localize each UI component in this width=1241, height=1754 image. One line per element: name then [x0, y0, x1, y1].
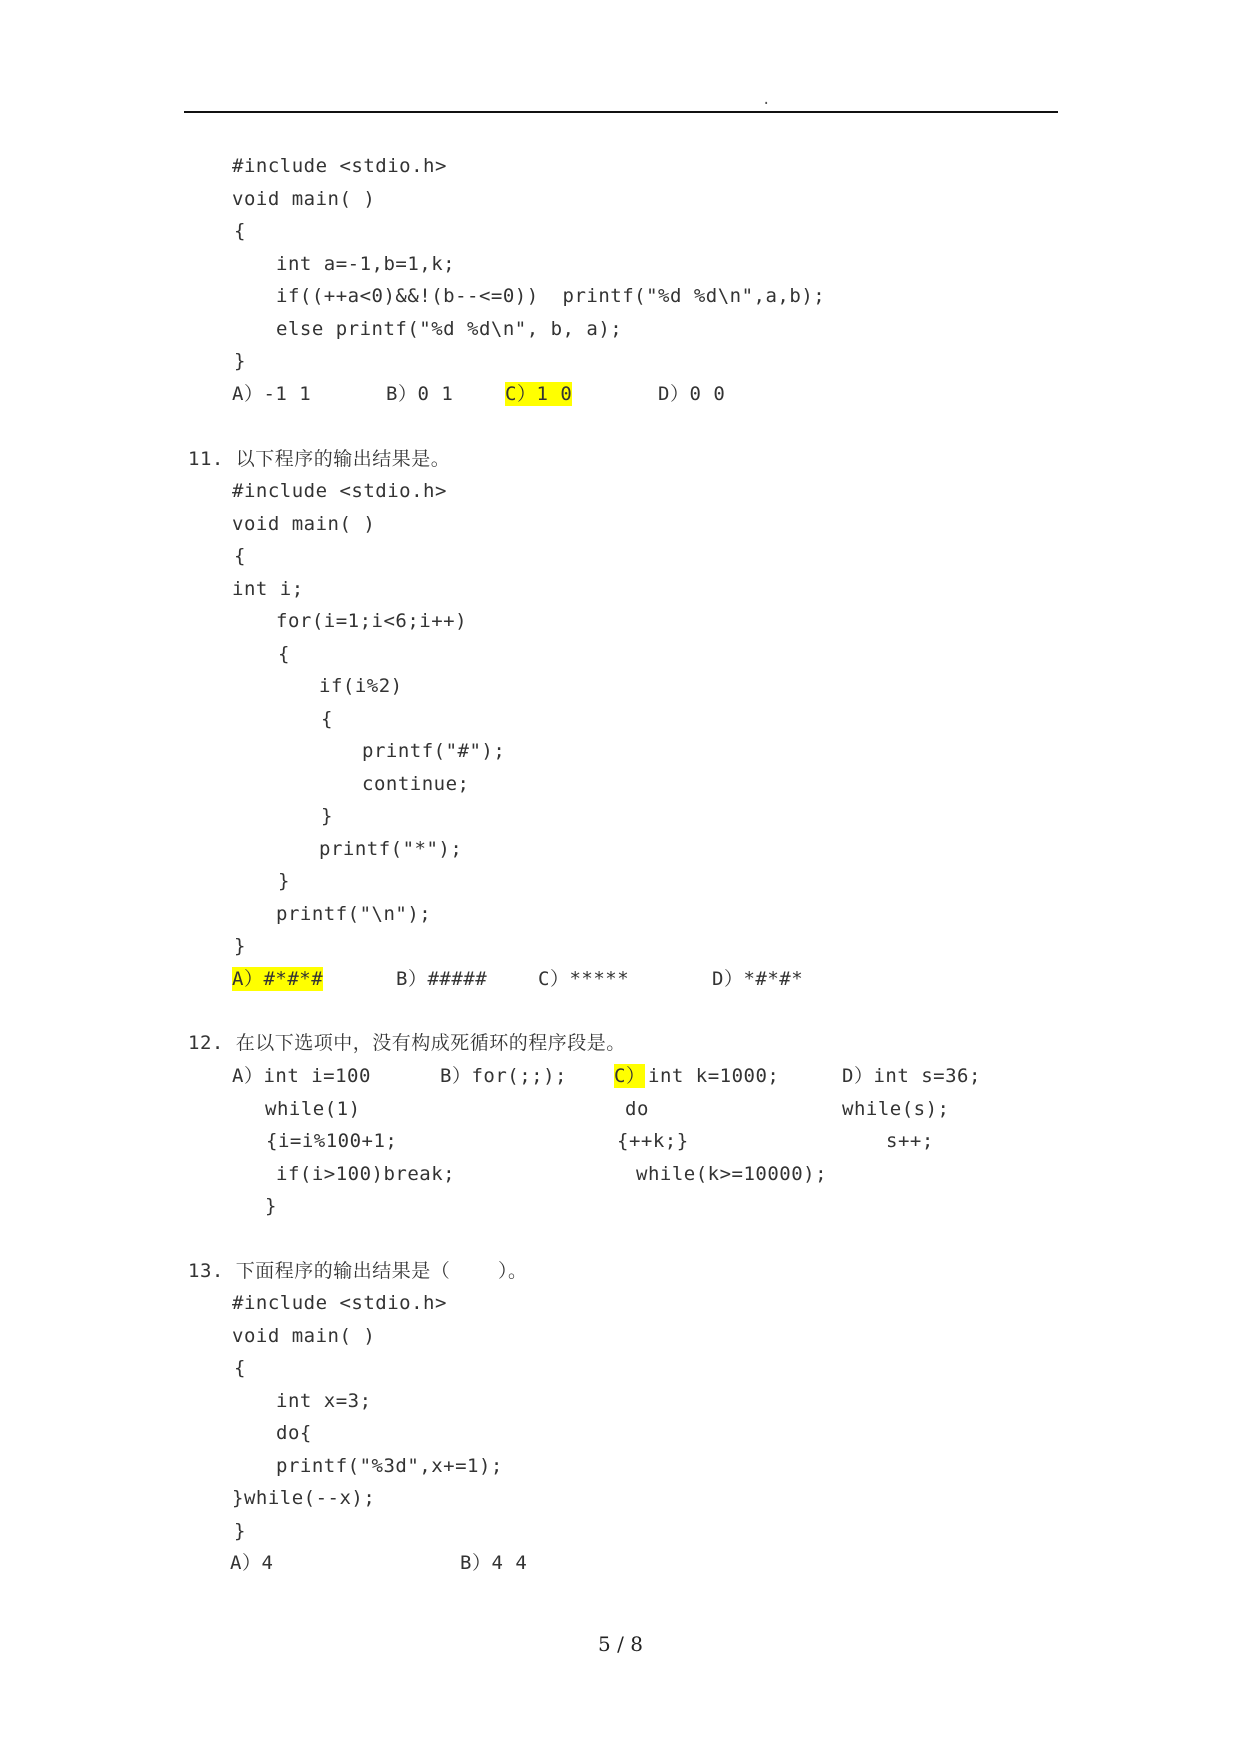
q10-option-b: B）0 1 [386, 383, 454, 405]
q12-option-a-line: A）int i=100 [232, 1065, 371, 1087]
q12-option-c-label-highlighted: C） [614, 1065, 646, 1087]
q11-stem: 11. 以下程序的输出结果是。 [188, 448, 451, 470]
header-rule [184, 111, 1058, 113]
q12-option-a-line: while(1) [265, 1098, 361, 1120]
q11-code-line: if(i%2) [319, 675, 403, 697]
q10-code-line: if((++a<0)&&!(b--<=0)) printf("%d %d\n",a,b); [276, 285, 826, 307]
q11-code-line: printf("\n"); [276, 903, 432, 925]
q11-code-line: } [321, 805, 333, 827]
q13-code-line: }while(--x); [232, 1487, 376, 1509]
q13-code-line: { [234, 1357, 246, 1379]
q10-code-line: void main( ) [232, 188, 376, 210]
q11-code-line: } [278, 870, 290, 892]
header-dot: . [762, 92, 771, 108]
q12-stem: 12. 在以下选项中，没有构成死循环的程序段是。 [188, 1032, 626, 1054]
q12-option-d-line: D）int s=36; [842, 1065, 981, 1087]
q10-option-c-highlighted: C）1 0 [505, 383, 573, 405]
q11-code-line: for(i=1;i<6;i++) [276, 610, 468, 632]
q10-option-a: A）-1 1 [232, 383, 312, 405]
q11-option-a-highlighted: A）#*#*# [232, 968, 324, 990]
q13-option-b: B）4 4 [460, 1552, 528, 1574]
q10-option-d: D）0 0 [658, 383, 726, 405]
q12-option-b: B）for(;;); [440, 1065, 567, 1087]
q12-option-d-line: s++; [886, 1130, 934, 1152]
q10-code-line: } [234, 350, 246, 372]
q11-code-line: #include <stdio.h> [232, 480, 447, 502]
q11-code-line: { [278, 643, 290, 665]
q11-code-line: printf("#"); [362, 740, 506, 762]
q12-option-c-line: {++k;} [617, 1130, 689, 1152]
q13-code-line: int x=3; [276, 1390, 372, 1412]
q12-option-a-line: {i=i%100+1; [266, 1130, 398, 1152]
q12-option-c-line: int k=1000; [648, 1065, 780, 1087]
q13-code-line: } [234, 1520, 246, 1542]
q11-code-line: { [321, 708, 333, 730]
q12-option-c-line: do [625, 1098, 649, 1120]
q12-option-a-line: } [265, 1195, 277, 1217]
q13-code-line: #include <stdio.h> [232, 1292, 447, 1314]
q11-option-d: D）*#*#* [712, 968, 804, 990]
page-number: 5 / 8 [598, 1632, 643, 1656]
q13-stem: 13. 下面程序的输出结果是（ ）。 [188, 1260, 528, 1282]
q12-option-a-line: if(i>100)break; [276, 1163, 456, 1185]
q11-option-c: C）***** [538, 968, 630, 990]
q11-code-line: printf("*"); [319, 838, 463, 860]
q11-code-line: } [234, 935, 246, 957]
q13-code-line: void main( ) [232, 1325, 376, 1347]
q11-code-line: { [234, 545, 246, 567]
q11-option-b: B）##### [396, 968, 488, 990]
q13-code-line: do{ [276, 1422, 312, 1444]
q13-option-a: A）4 [230, 1552, 274, 1574]
q12-option-c-line: while(k>=10000); [636, 1163, 828, 1185]
q10-code-line: { [234, 220, 246, 242]
q12-option-d-line: while(s); [842, 1098, 950, 1120]
q10-code-line: else printf("%d %d\n", b, a); [276, 318, 623, 340]
q11-code-line: int i; [232, 578, 304, 600]
q11-code-line: void main( ) [232, 513, 376, 535]
q13-code-line: printf("%3d",x+=1); [276, 1455, 503, 1477]
q10-code-line: #include <stdio.h> [232, 155, 447, 177]
q11-code-line: continue; [362, 773, 470, 795]
q10-code-line: int a=-1,b=1,k; [276, 253, 456, 275]
